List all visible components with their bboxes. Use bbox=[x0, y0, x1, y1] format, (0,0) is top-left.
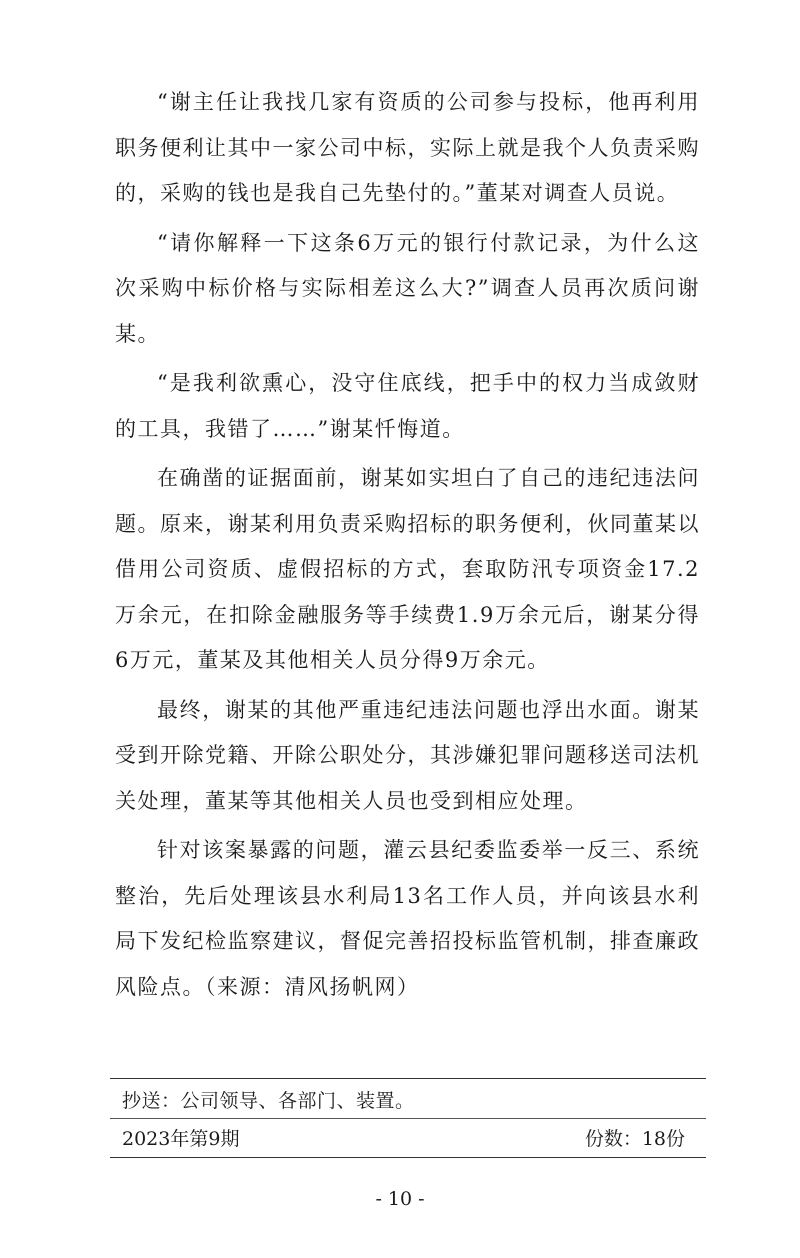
paragraph-5: 最终，谢某的其他严重违纪违法问题也浮出水面。谢某受到开除党籍、开除公职处分，其涉嫌犯罪问题移送司法机关处理，董某等其他相关人员也受到相应处理。 bbox=[115, 697, 700, 813]
cc-recipients: 抄送：公司领导、各部门、装置。 bbox=[122, 1090, 415, 1112]
article-body bbox=[115, 80, 700, 1014]
paragraph-1: “谢主任让我找几家有资质的公司参与投标，他再利用职务便利让其中一家公司中标，实际上就是我个人负责采购的，采购的钱也是我自己先垫付的。”董某对调查人员说。 bbox=[115, 90, 700, 205]
footer-divider-top bbox=[110, 1078, 706, 1079]
footer-divider-bottom bbox=[110, 1157, 706, 1158]
issue-number: 2023年第9期 bbox=[122, 1128, 240, 1150]
paragraph-2: “请你解释一下这条6万元的银行付款记录，为什么这次采购中标价格与实际相差这么大?”调查人员再次质问谢某。 bbox=[115, 230, 700, 346]
page-number: - 10 - bbox=[375, 1188, 425, 1210]
footer-divider-middle bbox=[110, 1118, 706, 1119]
paragraph-6: 针对该案暴露的问题，灌云县纪委监委举一反三、系统整治，先后处理该县水利局13名工作人员，并向该县水利局下发纪检监察建议，督促完善招投标监管机制，排查廉政风险点。（来源：清风扬帆网） bbox=[115, 838, 700, 999]
paragraph-4: 在确凿的证据面前，谢某如实坦白了自己的违纪违法问题。原来，谢某利用负责采购招标的职务便利，伙同董某以借用公司资质、虚假招标的方式，套取防汛专项资金17.2万余元，在扣除金融服务等手续费1.9万余元后，谢某分得6万元，董某及其他相关人员分得9万余元。 bbox=[115, 466, 700, 672]
copies-count: 份数：18份 bbox=[584, 1128, 685, 1150]
paragraph-3: “是我利欲熏心，没守住底线，把手中的权力当成敛财的工具，我错了……”谢某忏悔道。 bbox=[115, 371, 700, 441]
